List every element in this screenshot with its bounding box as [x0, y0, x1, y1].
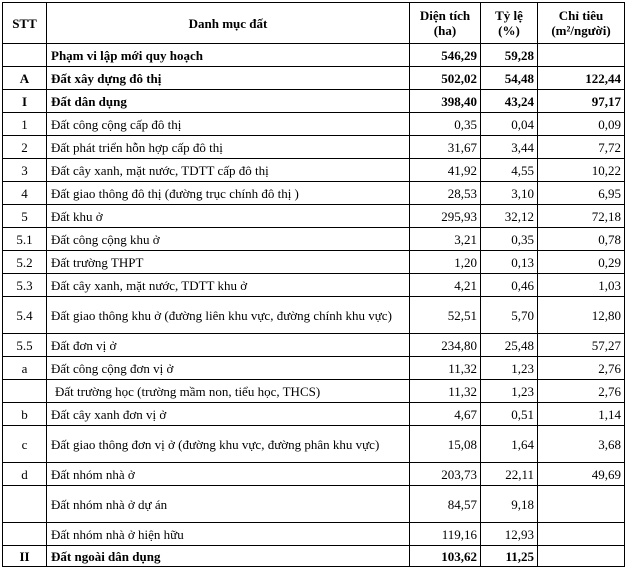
- table-row: [3, 205, 625, 228]
- cell-area: 11,32: [410, 380, 481, 403]
- table-row: [3, 523, 625, 546]
- header-stt-label: STT: [12, 15, 37, 31]
- cell-stt: [3, 486, 47, 523]
- header-target: [538, 3, 625, 44]
- cell-target: 72,18: [538, 205, 625, 228]
- cell-target: 3,68: [538, 426, 625, 463]
- cell-area: 4,21: [410, 274, 481, 297]
- cell-target: 1,03: [538, 274, 625, 297]
- cell-area: 3,21: [410, 228, 481, 251]
- cell-name: Đất công cộng khu ở: [47, 228, 410, 251]
- cell-area: 502,02: [410, 67, 481, 90]
- table-row: [3, 228, 625, 251]
- cell-name: Đất phát triển hỗn hợp cấp đô thị: [47, 136, 410, 159]
- header-target-label: Chỉ tiêu: [558, 8, 604, 23]
- cell-ratio: 0,46: [481, 274, 538, 297]
- table-row: [3, 357, 625, 380]
- cell-area: 11,32: [410, 357, 481, 380]
- cell-target: 57,27: [538, 334, 625, 357]
- table-row: [3, 251, 625, 274]
- cell-stt: 5.5: [3, 334, 47, 357]
- header-name-label: Danh mục đất: [188, 15, 268, 31]
- cell-name: Đất khu ở: [47, 205, 410, 228]
- cell-stt: [3, 523, 47, 546]
- table-row: [3, 113, 625, 136]
- cell-name: Đất công cộng đơn vị ở: [47, 357, 410, 380]
- cell-area: 295,93: [410, 205, 481, 228]
- cell-area: 31,67: [410, 136, 481, 159]
- cell-ratio: 0,04: [481, 113, 538, 136]
- cell-name: Đất giao thông khu ở (đường liên khu vực, đường chính khu vực): [47, 297, 410, 334]
- header-target-unit: (m²/người): [551, 23, 611, 38]
- cell-target: 1,14: [538, 403, 625, 426]
- cell-name: Đất nhóm nhà ở: [47, 463, 410, 486]
- cell-target: 6,95: [538, 182, 625, 205]
- cell-target: 2,76: [538, 380, 625, 403]
- cell-area: 15,08: [410, 426, 481, 463]
- cell-name: Đất dân dụng: [47, 90, 410, 113]
- table-header-row: [3, 3, 625, 44]
- cell-stt: I: [3, 90, 47, 113]
- table-row: [3, 486, 625, 523]
- land-use-table: [2, 2, 625, 567]
- cell-name: Phạm vi lập mới quy hoạch: [47, 44, 410, 67]
- header-name: [47, 3, 410, 44]
- cell-stt: II: [3, 546, 47, 567]
- cell-stt: 5: [3, 205, 47, 228]
- cell-ratio: 54,48: [481, 67, 538, 90]
- cell-ratio: 43,24: [481, 90, 538, 113]
- cell-ratio: 59,28: [481, 44, 538, 67]
- table-row: [3, 159, 625, 182]
- cell-name: Đất nhóm nhà ở hiện hữu: [47, 523, 410, 546]
- cell-ratio: 3,10: [481, 182, 538, 205]
- cell-area: 119,16: [410, 523, 481, 546]
- table-row: [3, 403, 625, 426]
- cell-area: 28,53: [410, 182, 481, 205]
- header-area-label: Diện tích: [419, 8, 471, 23]
- cell-target: 122,44: [538, 67, 625, 90]
- cell-target: 10,22: [538, 159, 625, 182]
- cell-ratio: 32,12: [481, 205, 538, 228]
- cell-name: Đất đơn vị ở: [47, 334, 410, 357]
- header-stt: [3, 3, 47, 44]
- cell-target: 0,09: [538, 113, 625, 136]
- header-area: [410, 3, 481, 44]
- cell-ratio: 0,13: [481, 251, 538, 274]
- cell-name: Đất xây dựng đô thị: [47, 67, 410, 90]
- cell-stt: 4: [3, 182, 47, 205]
- cell-ratio: 0,35: [481, 228, 538, 251]
- cell-target: [538, 523, 625, 546]
- table-row: [3, 380, 625, 403]
- cell-target: 0,29: [538, 251, 625, 274]
- cell-stt: 5.4: [3, 297, 47, 334]
- cell-stt: A: [3, 67, 47, 90]
- cell-target: 12,80: [538, 297, 625, 334]
- header-area-unit: (ha): [433, 23, 457, 38]
- cell-name: Đất công cộng cấp đô thị: [47, 113, 410, 136]
- cell-stt: 5.3: [3, 274, 47, 297]
- cell-ratio: 1,23: [481, 357, 538, 380]
- table-row: [3, 136, 625, 159]
- table-row: [3, 426, 625, 463]
- cell-area: 4,67: [410, 403, 481, 426]
- table-body: [3, 44, 625, 567]
- cell-stt: a: [3, 357, 47, 380]
- cell-target: 7,72: [538, 136, 625, 159]
- cell-stt: d: [3, 463, 47, 486]
- cell-target: [538, 486, 625, 523]
- cell-target: 2,76: [538, 357, 625, 380]
- cell-stt: c: [3, 426, 47, 463]
- cell-ratio: 5,70: [481, 297, 538, 334]
- cell-target: [538, 546, 625, 567]
- table-row: [3, 67, 625, 90]
- table-row: [3, 90, 625, 113]
- cell-stt: b: [3, 403, 47, 426]
- cell-ratio: 11,25: [481, 546, 538, 567]
- cell-target: 49,69: [538, 463, 625, 486]
- cell-ratio: 25,48: [481, 334, 538, 357]
- cell-ratio: 22,11: [481, 463, 538, 486]
- cell-name: Đất giao thông đô thị (đường trục chính đô thị ): [47, 182, 410, 205]
- cell-area: 52,51: [410, 297, 481, 334]
- cell-target: [538, 44, 625, 67]
- cell-area: 84,57: [410, 486, 481, 523]
- cell-area: 234,80: [410, 334, 481, 357]
- cell-stt: [3, 44, 47, 67]
- cell-ratio: 3,44: [481, 136, 538, 159]
- cell-name: Đất giao thông đơn vị ở (đường khu vực, đường phân khu vực): [47, 426, 410, 463]
- cell-name: Đất trường THPT: [47, 251, 410, 274]
- header-ratio: [481, 3, 538, 44]
- cell-name: Đất trường học (trường mầm non, tiểu học, THCS): [47, 380, 410, 403]
- cell-name: Đất cây xanh, mặt nước, TDTT cấp đô thị: [47, 159, 410, 182]
- cell-area: 546,29: [410, 44, 481, 67]
- header-ratio-label: Tỷ lệ: [495, 8, 523, 23]
- cell-name: Đất nhóm nhà ở dự án: [47, 486, 410, 523]
- table-row: [3, 182, 625, 205]
- cell-stt: 5.1: [3, 228, 47, 251]
- cell-area: 1,20: [410, 251, 481, 274]
- cell-stt: 5.2: [3, 251, 47, 274]
- cell-name: Đất cây xanh đơn vị ở: [47, 403, 410, 426]
- cell-ratio: 9,18: [481, 486, 538, 523]
- table-row: [3, 334, 625, 357]
- header-ratio-unit: (%): [498, 23, 520, 38]
- cell-stt: [3, 380, 47, 403]
- cell-name: Đất cây xanh, mặt nước, TDTT khu ở: [47, 274, 410, 297]
- cell-ratio: 12,93: [481, 523, 538, 546]
- table-row: [3, 463, 625, 486]
- cell-ratio: 1,64: [481, 426, 538, 463]
- cell-target: 97,17: [538, 90, 625, 113]
- cell-name: Đất ngoài dân dụng: [47, 546, 410, 567]
- cell-stt: 1: [3, 113, 47, 136]
- cell-ratio: 1,23: [481, 380, 538, 403]
- cell-area: 41,92: [410, 159, 481, 182]
- table-row: [3, 297, 625, 334]
- cell-target: 0,78: [538, 228, 625, 251]
- cell-ratio: 4,55: [481, 159, 538, 182]
- cell-area: 398,40: [410, 90, 481, 113]
- cell-ratio: 0,51: [481, 403, 538, 426]
- table-row: [3, 274, 625, 297]
- cell-area: 103,62: [410, 546, 481, 567]
- cell-area: 203,73: [410, 463, 481, 486]
- cell-stt: 2: [3, 136, 47, 159]
- cell-area: 0,35: [410, 113, 481, 136]
- cell-stt: 3: [3, 159, 47, 182]
- table-row: [3, 44, 625, 67]
- table-row: [3, 546, 625, 567]
